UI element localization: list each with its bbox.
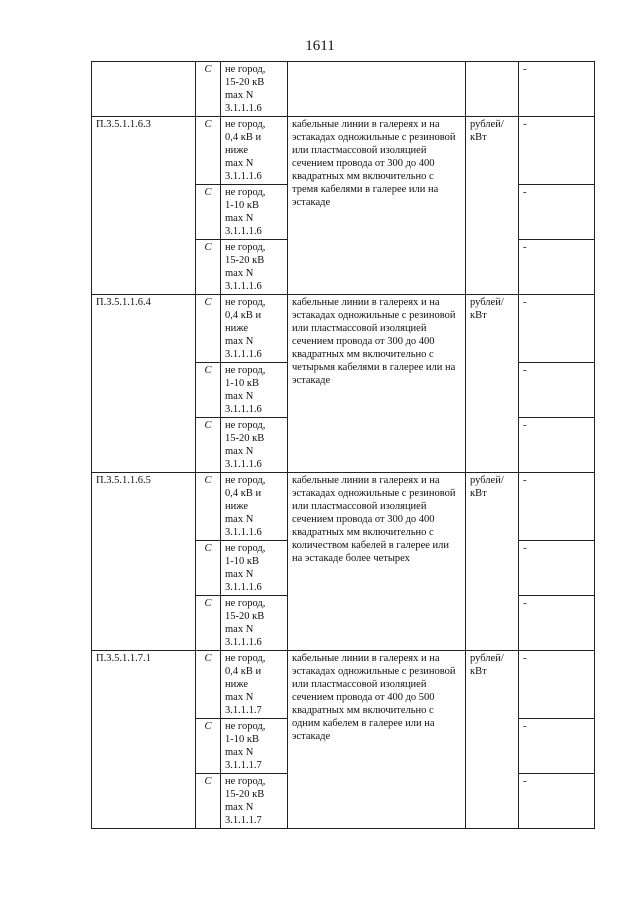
category-letter: С — [196, 295, 221, 363]
item-code: П.3.5.1.1.6.5 — [92, 473, 196, 651]
condition-cell — [221, 719, 288, 774]
condition-line: 0,4 кВ и — [225, 666, 262, 677]
condition-cell — [221, 418, 288, 473]
condition-line: не город, — [225, 653, 266, 664]
condition-cell — [221, 185, 288, 240]
condition-cell — [221, 774, 288, 829]
condition-line: max N — [225, 692, 254, 703]
tariff-table — [91, 61, 595, 829]
value-cell: - — [519, 719, 595, 774]
unit-line: кВт — [470, 666, 487, 677]
condition-line: не город, — [225, 119, 266, 130]
condition-line: 15-20 кВ — [225, 611, 265, 622]
condition-line: не город, — [225, 475, 266, 486]
category-letter: С — [196, 596, 221, 651]
category-letter: С — [196, 185, 221, 240]
table-row — [92, 473, 595, 541]
condition-cell — [221, 295, 288, 363]
table-row — [92, 62, 595, 117]
condition-line: 1-10 кВ — [225, 200, 259, 211]
unit-cell — [466, 295, 519, 473]
condition-line: не город, — [225, 187, 266, 198]
condition-line: 1-10 кВ — [225, 556, 259, 567]
category-letter: С — [196, 651, 221, 719]
unit-line: рублей/ — [470, 119, 504, 130]
category-letter: С — [196, 418, 221, 473]
condition-line: ниже — [225, 679, 249, 690]
condition-line: не город, — [225, 776, 266, 787]
condition-cell — [221, 62, 288, 117]
value-cell: - — [519, 541, 595, 596]
value-cell: - — [519, 418, 595, 473]
value-cell: - — [519, 295, 595, 363]
unit-line: рублей/ — [470, 475, 504, 486]
condition-line: не город, — [225, 297, 266, 308]
unit-cell — [466, 473, 519, 651]
condition-line: 3.1.1.1.7 — [225, 705, 262, 716]
condition-line: max N — [225, 446, 254, 457]
description-cell: кабельные линии в галереях и на эстакадах одножильные с резиновой или пластмассовой изоляцией сечением провода от 400 до 500 квадратных мм включительно с одним кабелем в галерее или на эстакаде — [288, 651, 466, 829]
value-cell: - — [519, 185, 595, 240]
category-letter: С — [196, 117, 221, 185]
condition-line: max N — [225, 747, 254, 758]
item-code: П.3.5.1.1.6.4 — [92, 295, 196, 473]
condition-line: ниже — [225, 323, 249, 334]
condition-line: ниже — [225, 501, 249, 512]
table-row — [92, 651, 595, 719]
condition-line: 1-10 кВ — [225, 378, 259, 389]
tariff-table-body — [92, 62, 595, 829]
condition-line: max N — [225, 569, 254, 580]
condition-cell — [221, 596, 288, 651]
unit-line: кВт — [470, 488, 487, 499]
condition-line: 15-20 кВ — [225, 433, 265, 444]
condition-line: 3.1.1.1.6 — [225, 349, 262, 360]
condition-line: 15-20 кВ — [225, 77, 265, 88]
unit-line: кВт — [470, 132, 487, 143]
unit-cell — [466, 117, 519, 295]
unit-line: кВт — [470, 310, 487, 321]
condition-line: 15-20 кВ — [225, 255, 265, 266]
table-row — [92, 117, 595, 185]
category-letter: С — [196, 240, 221, 295]
unit-line: рублей/ — [470, 653, 504, 664]
item-code: П.3.5.1.1.6.3 — [92, 117, 196, 295]
unit-cell — [466, 62, 519, 117]
description-cell: кабельные линии в галереях и на эстакадах одножильные с резиновой или пластмассовой изоляцией сечением провода от 300 до 400 квадратных мм включительно с количеством кабелей в галерее или на эстакаде более четырех — [288, 473, 466, 651]
unit-cell — [466, 651, 519, 829]
condition-line: 0,4 кВ и — [225, 132, 262, 143]
category-letter: С — [196, 62, 221, 117]
condition-line: max N — [225, 391, 254, 402]
table-row — [92, 295, 595, 363]
value-cell: - — [519, 651, 595, 719]
value-cell: - — [519, 363, 595, 418]
item-code: П.3.5.1.1.7.1 — [92, 651, 196, 829]
condition-line: max N — [225, 336, 254, 347]
condition-line: max N — [225, 213, 254, 224]
condition-line: 3.1.1.1.7 — [225, 815, 262, 826]
condition-line: 0,4 кВ и — [225, 310, 262, 321]
category-letter: С — [196, 774, 221, 829]
condition-line: не город, — [225, 598, 266, 609]
category-letter: С — [196, 541, 221, 596]
description-cell — [288, 62, 466, 117]
condition-line: 3.1.1.1.6 — [225, 459, 262, 470]
condition-line: не город, — [225, 365, 266, 376]
condition-line: max N — [225, 624, 254, 635]
condition-line: 3.1.1.1.6 — [225, 582, 262, 593]
condition-line: 15-20 кВ — [225, 789, 265, 800]
condition-cell — [221, 651, 288, 719]
condition-cell — [221, 363, 288, 418]
code-cell — [92, 62, 196, 117]
condition-line: 3.1.1.1.6 — [225, 404, 262, 415]
condition-line: не город, — [225, 721, 266, 732]
condition-cell — [221, 117, 288, 185]
condition-line: max N — [225, 90, 254, 101]
category-letter: С — [196, 363, 221, 418]
condition-cell — [221, 240, 288, 295]
value-cell: - — [519, 774, 595, 829]
condition-line: ниже — [225, 145, 249, 156]
condition-line: 3.1.1.1.6 — [225, 527, 262, 538]
value-cell: - — [519, 473, 595, 541]
condition-line: не город, — [225, 420, 266, 431]
condition-line: 3.1.1.1.6 — [225, 637, 262, 648]
condition-line: max N — [225, 158, 254, 169]
condition-line: 0,4 кВ и — [225, 488, 262, 499]
condition-cell — [221, 473, 288, 541]
condition-line: не город, — [225, 242, 266, 253]
condition-line: 3.1.1.1.6 — [225, 171, 262, 182]
condition-line: 3.1.1.1.6 — [225, 103, 262, 114]
condition-line: max N — [225, 514, 254, 525]
condition-line: max N — [225, 268, 254, 279]
condition-line: 3.1.1.1.6 — [225, 281, 262, 292]
condition-line: 1-10 кВ — [225, 734, 259, 745]
condition-line: не город, — [225, 64, 266, 75]
value-cell: - — [519, 240, 595, 295]
unit-line: рублей/ — [470, 297, 504, 308]
condition-line: 3.1.1.1.6 — [225, 226, 262, 237]
category-letter: С — [196, 473, 221, 541]
category-letter: С — [196, 719, 221, 774]
value-cell: - — [519, 596, 595, 651]
condition-cell — [221, 541, 288, 596]
value-cell: - — [519, 117, 595, 185]
description-cell: кабельные линии в галереях и на эстакадах одножильные с резиновой или пластмассовой изоляцией сечением провода от 300 до 400 квадратных мм включительно с четырьмя кабелями в галерее или на эстакаде — [288, 295, 466, 473]
value-cell: - — [519, 62, 595, 117]
condition-line: не город, — [225, 543, 266, 554]
condition-line: max N — [225, 802, 254, 813]
page-number: 1611 — [305, 38, 335, 54]
description-cell: кабельные линии в галереях и на эстакадах одножильные с резиновой или пластмассовой изоляцией сечением провода от 300 до 400 квадратных мм включительно с тремя кабелями в галерее или на эстакаде — [288, 117, 466, 295]
condition-line: 3.1.1.1.7 — [225, 760, 262, 771]
